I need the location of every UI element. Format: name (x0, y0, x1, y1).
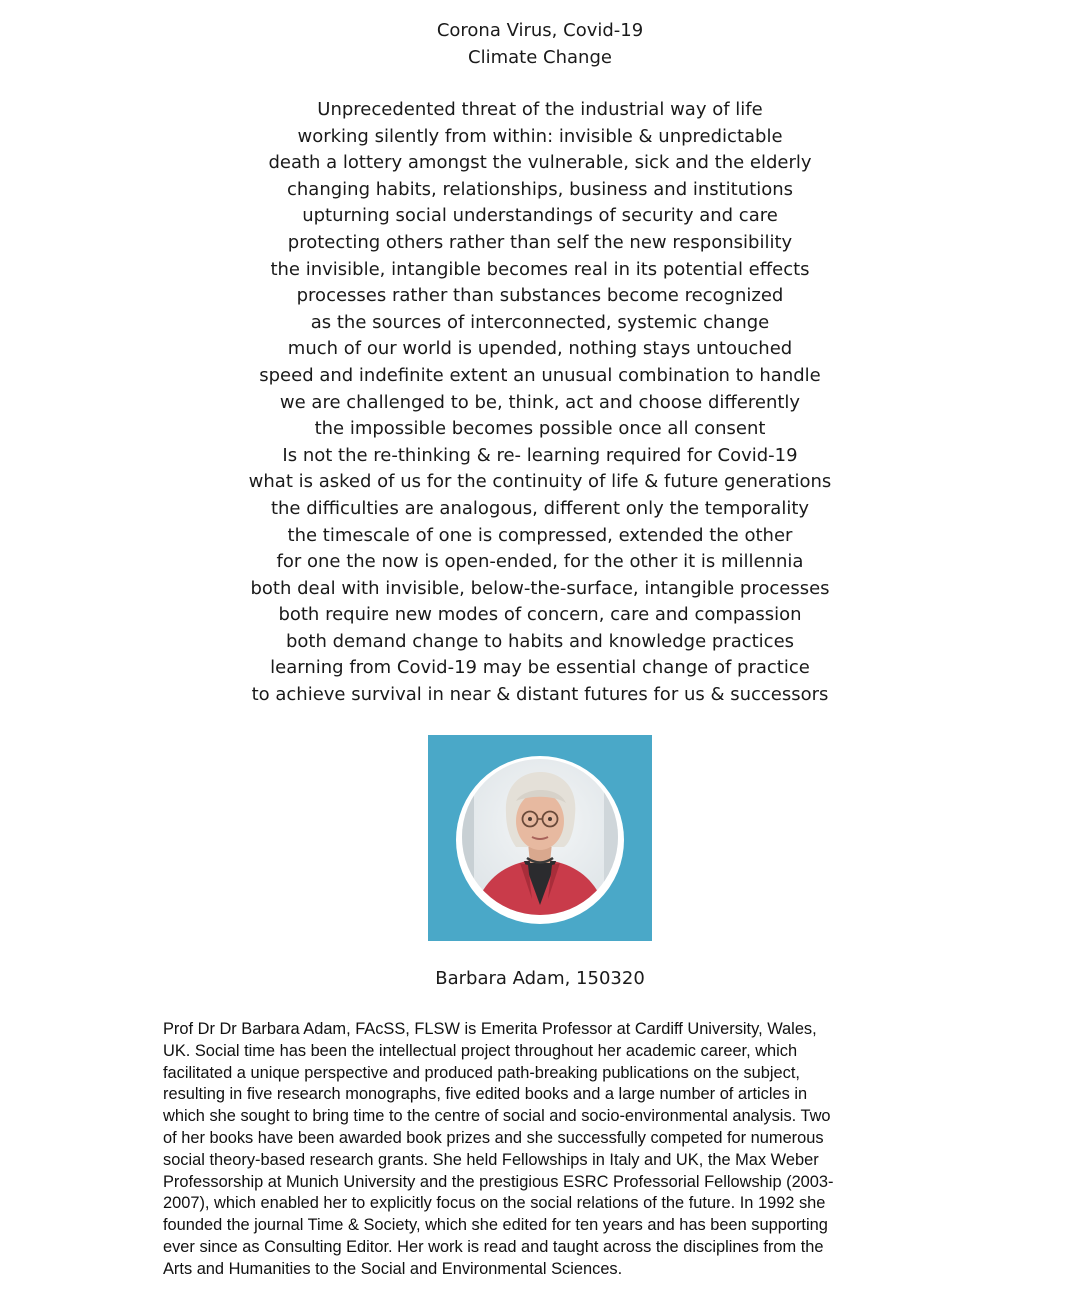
poem-line: processes rather than substances become recognized (296, 285, 784, 307)
document-title (0, 17, 1080, 71)
bio-line: social theory-based research grants. She held Fellowships in Italy and UK, the Max Weber (163, 1150, 819, 1169)
poem (0, 97, 1080, 709)
author-portrait (428, 735, 652, 941)
poem-line: protecting others rather than self the new responsibility (287, 231, 793, 253)
bio-line: Arts and Humanities to the Social and Environmental Sciences. (163, 1259, 623, 1278)
title-line-1: Corona Virus, Covid-19 (436, 20, 644, 41)
bio-line: UK. Social time has been the intellectual project throughout her academic career, which (163, 1041, 798, 1060)
poem-line: working silently from within: invisible & unpredictable (297, 125, 783, 147)
poem-line: speed and indefinite extent an unusual combination to handle (259, 364, 821, 386)
bio-line: ever since as Consulting Editor. Her work is read and taught across the disciplines from the (163, 1237, 824, 1256)
bio-line: resulting in five research monographs, five edited books and a large number of articles in (163, 1085, 808, 1104)
title-line-2: Climate Change (468, 47, 612, 68)
poem-line: both demand change to habits and knowledge practices (285, 630, 795, 652)
poem-line: the timescale of one is compressed, extended the other (287, 524, 793, 546)
poem-line: the invisible, intangible becomes real in its potential effects (270, 258, 810, 280)
poem-line: as the sources of interconnected, systemic change (310, 311, 770, 333)
poem-line: much of our world is upended, nothing stays untouched (287, 338, 793, 360)
poem-line: to achieve survival in near & distant futures for us & successors (251, 684, 829, 706)
bio-line: 2007), which enabled her to explicitly focus on the social relations of the future. In 1992 she (163, 1194, 826, 1213)
author-signature: Barbara Adam, 150320 (435, 968, 645, 989)
poem-line: Is not the re-thinking & re- learning required for Covid-19 (282, 444, 798, 466)
bio-line: which she sought to bring time to the centre of social and socio-environmental analysis. Two (163, 1107, 831, 1126)
bio-line: Professorship at Munich University and the prestigious ESRC Professorial Fellowship (2003- (163, 1172, 834, 1191)
poem-line: the difficulties are analogous, different only the temporality (270, 497, 810, 519)
poem-line: we are challenged to be, think, act and choose differently (279, 391, 801, 413)
poem-line: the impossible becomes possible once all consent (314, 418, 766, 440)
poem-line: for one the now is open-ended, for the other it is millennia (276, 551, 804, 573)
bio-line: of her books have been awarded book prizes and she successfully competed for numerous (163, 1128, 824, 1147)
poem-line: upturning social understandings of security and care (302, 205, 778, 227)
author-bio (163, 1019, 923, 1281)
poem-line: death a lottery amongst the vulnerable, sick and the elderly (268, 152, 812, 174)
bio-line: Prof Dr Dr Barbara Adam, FAcSS, FLSW is Emerita Professor at Cardiff University, Wales, (163, 1020, 817, 1038)
poem-line: what is asked of us for the continuity of life & future generations (248, 471, 832, 493)
poem-line: learning from Covid-19 may be essential change of practice (270, 657, 810, 679)
bio-line: facilitated a unique perspective and produced path-breaking publications on the subject, (163, 1063, 800, 1082)
poem-line: Unprecedented threat of the industrial way of life (317, 99, 763, 120)
poem-line: changing habits, relationships, business and institutions (286, 178, 794, 200)
poem-line: both require new modes of concern, care and compassion (278, 604, 802, 626)
bio-line: founded the journal Time & Society, which she edited for ten years and has been supporting (163, 1216, 828, 1235)
poem-line: both deal with invisible, below-the-surface, intangible processes (250, 577, 830, 599)
